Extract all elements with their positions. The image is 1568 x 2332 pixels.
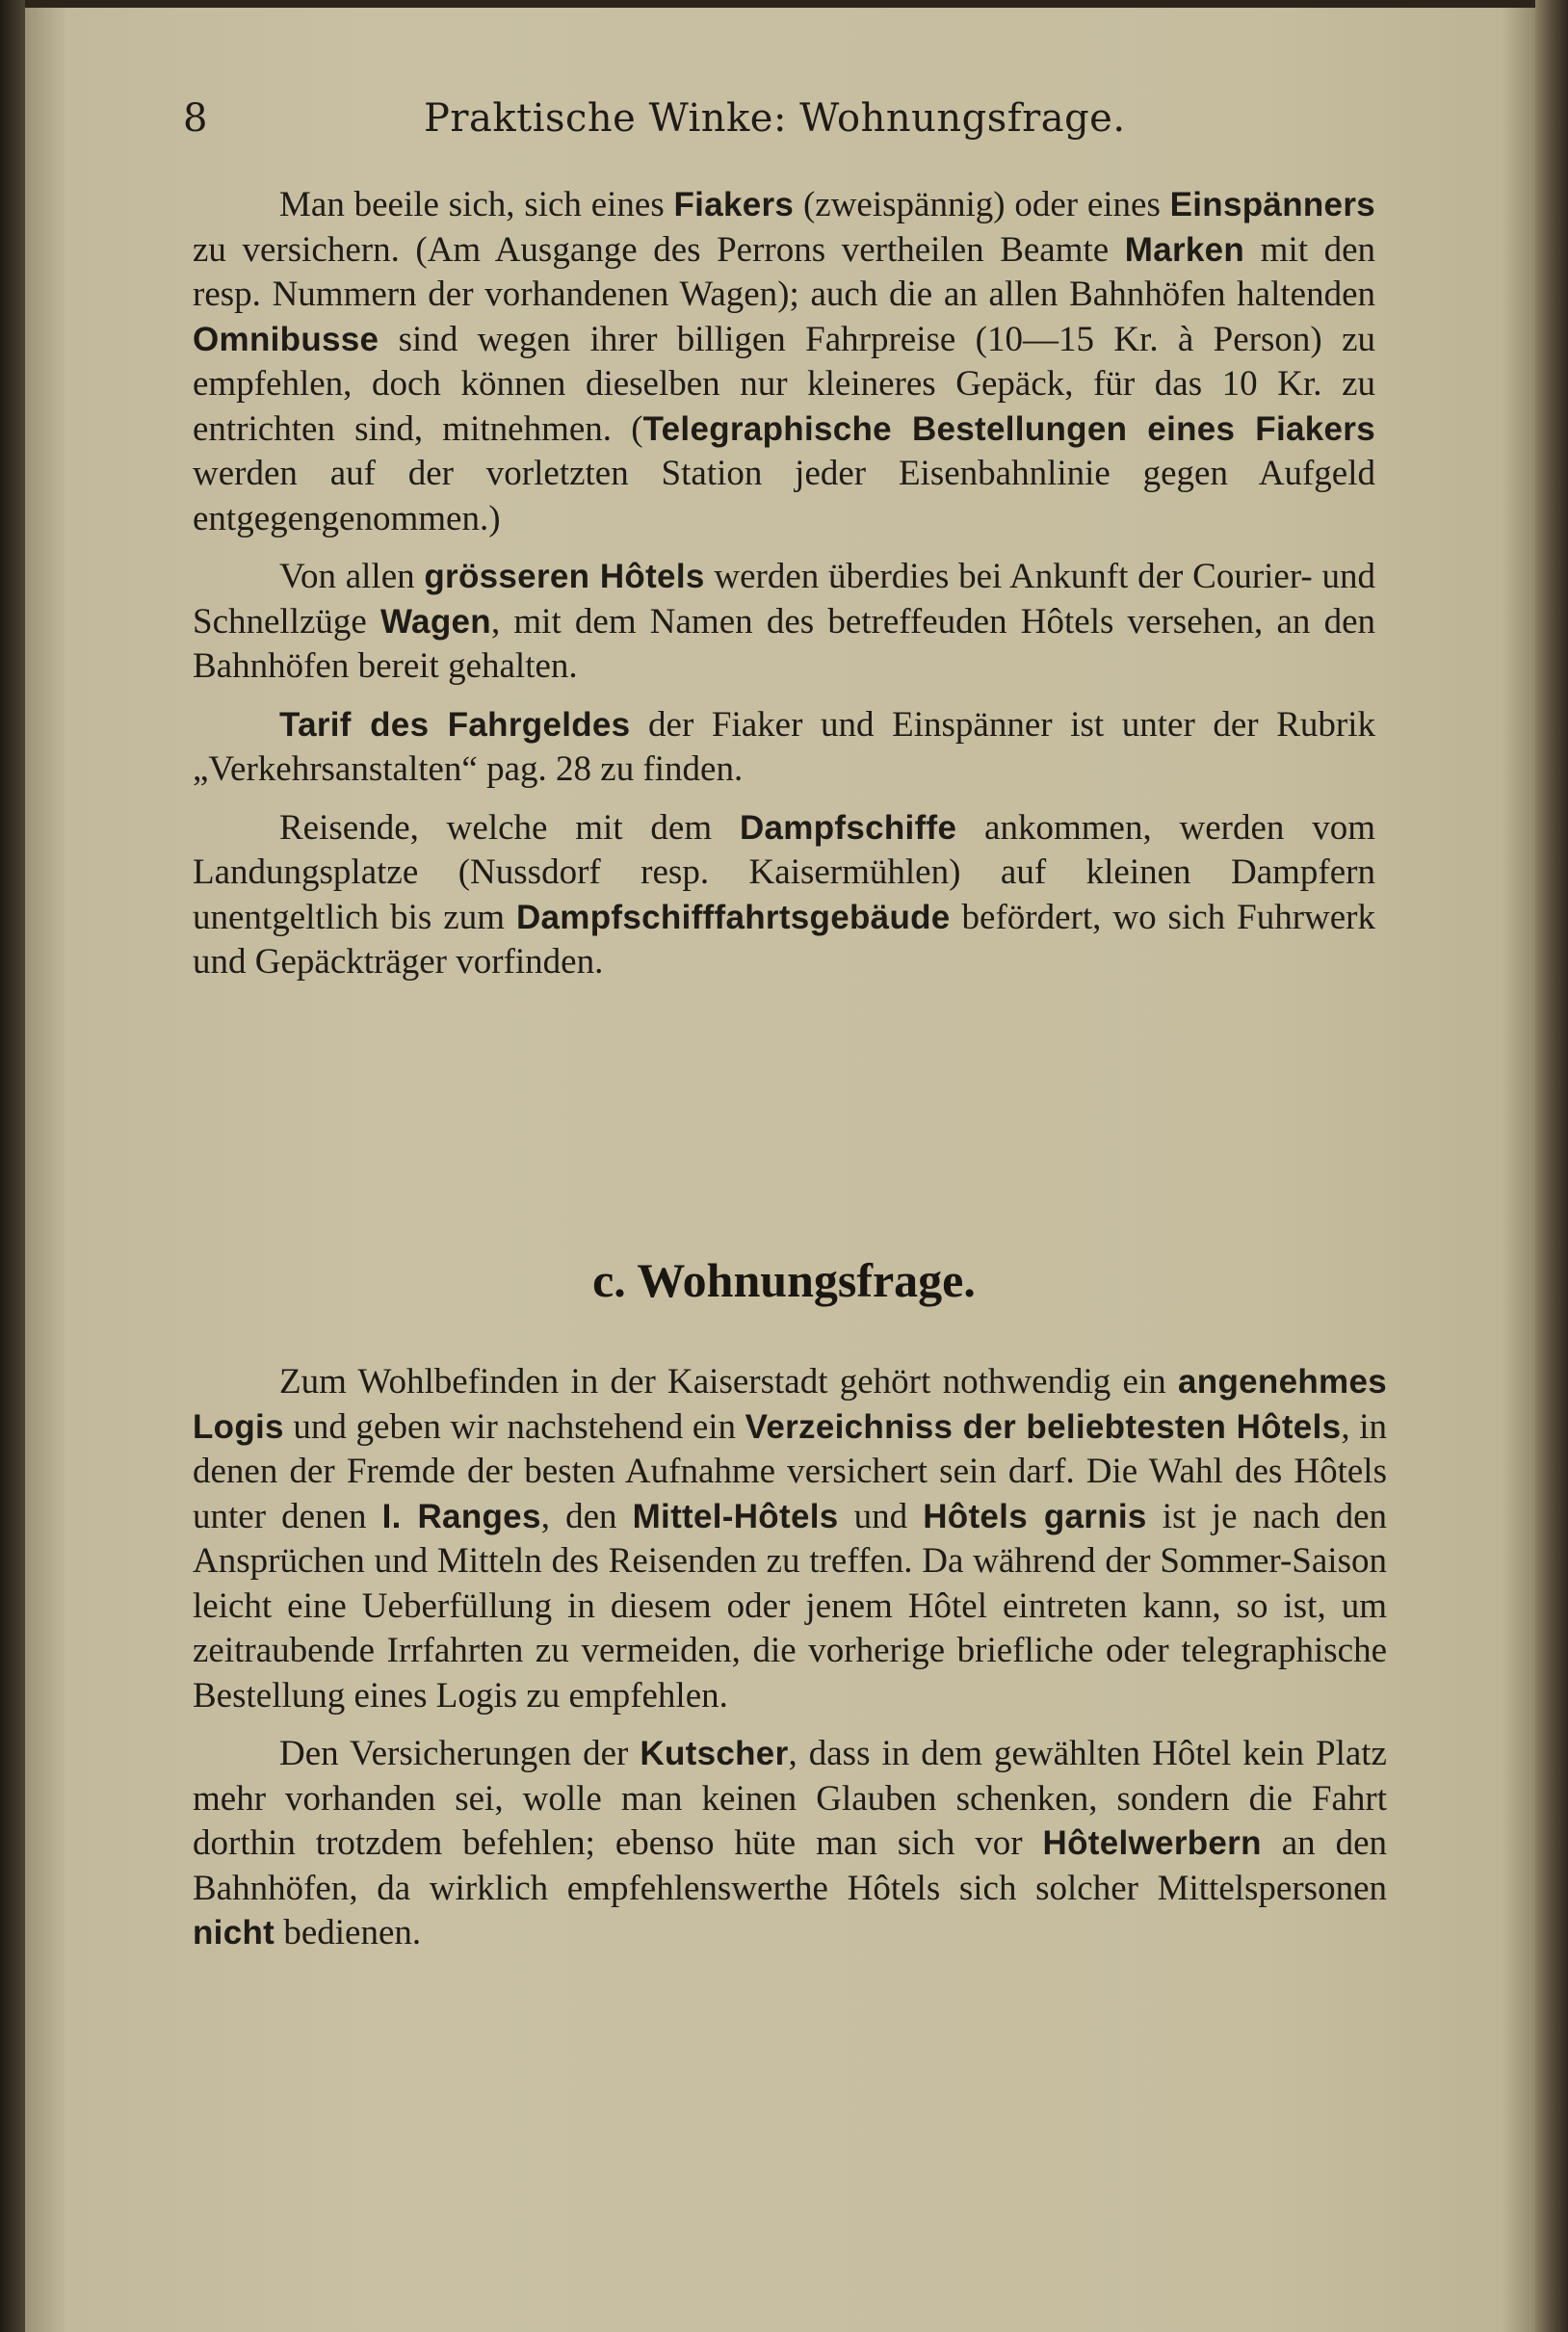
text-run: sind wegen ihrer billigen Fahrpreise (10—15 Kr. à Person) zu empfehlen, doch können dieselben nur kleineres Gepäck, für das 10 Kr. zu entrichten sind, mitnehmen. ( [193, 319, 1375, 449]
text-run: an den Bahnhöfen, da wirklich empfehlenswerthe Hôtels sich solcher Mittelspersonen [193, 1823, 1387, 1908]
section-heading-wohnungsfrage: c. Wohnungsfrage. [592, 1253, 976, 1307]
bold-term: Hôtelwerbern [1042, 1824, 1262, 1862]
paragraph-dampfschiffe [193, 806, 1375, 985]
page-header [183, 96, 1377, 154]
section-wohnungsfrage-text [193, 1360, 1387, 1970]
text-run: und geben wir nachstehend ein [283, 1406, 745, 1447]
bold-term: Fiakers [673, 186, 795, 223]
bold-term: grösseren Hôtels [424, 558, 705, 595]
text-run: und [838, 1496, 924, 1536]
text-run: Man beeile sich, sich eines [279, 185, 674, 224]
text-run: mit den resp. Nummern der vorhandenen Wagen); auch die an allen Bahnhöfen haltenden [193, 229, 1375, 314]
text-run: (zweispännig) oder eines [794, 185, 1170, 224]
bold-term: Marken [1124, 230, 1245, 269]
section-arrival-text [193, 183, 1375, 999]
page-edge-right [1535, 0, 1568, 2332]
text-run: Reisende, welche mit dem [279, 807, 740, 848]
bold-term: angenehmes Logis [193, 1363, 1387, 1446]
bold-term: Kutscher [640, 1735, 789, 1772]
text-run: Zum Wohlbefinden in der Kaiserstadt gehört nothwendig ein [279, 1362, 1179, 1402]
bold-term: Dampfschifffahrtsgebäude [515, 898, 951, 936]
text-run: Den Versicherungen der [279, 1734, 640, 1773]
text-run: befördert, wo sich Fuhrwerk und Gepäckträger vorfinden. [193, 897, 1375, 982]
text-run: werden auf der vorletzten Station jeder Eisenbahnlinie gegen Aufgeld entgegengenommen.) [193, 454, 1375, 538]
text-run: , mit dem Namen des betreffeuden Hôtels versehen, an den Bahnhöfen bereit gehalten. [193, 601, 1376, 686]
bold-term: Omnibusse [193, 320, 379, 358]
paragraph-hotels-wagen [193, 555, 1375, 690]
bold-term: nicht [193, 1914, 275, 1952]
text-run: , dass in dem gewählten Hôtel kein Platz mehr vorhanden sei, wolle man keinen Glauben schenken, sondern die Fahrt dorthin trotzdem befehlen; ebenso hüte man sich vor [193, 1734, 1387, 1863]
paragraph-tarif [193, 703, 1375, 793]
text-run: bedienen. [274, 1913, 422, 1952]
bold-term: Telegraphische Bestellungen eines Fiakers [642, 409, 1375, 448]
bold-term: Verzeichniss der beliebtesten Hôtels [745, 1407, 1342, 1446]
bold-term: Dampfschiffe [739, 808, 957, 847]
text-run: ankommen, werden vom Landungsplatze (Nussdorf resp. Kaisermühlen) auf kleinen Dampfern unentgeltlich bis zum [193, 807, 1376, 937]
paragraph-logis [193, 1360, 1387, 1718]
bold-term: I. Ranges [381, 1497, 541, 1535]
paragraph-kutscher [193, 1732, 1387, 1956]
paragraph-fiaker [193, 183, 1375, 541]
bold-term: Hôtels garnis [923, 1497, 1147, 1535]
text-run: , in denen der Fremde der besten Aufnahme versichert sein darf. Die Wahl des Hôtels unter denen [193, 1406, 1387, 1536]
text-run: ist je nach den Ansprüchen und Mitteln des Reisenden zu treffen. Da während der Sommer-Saison leicht eine Ueberfüllung in diesem oder jenem Hôtel eintreten kann, so ist, um zeitraubende Irrfahrten zu vermeiden, die vorherige briefliche oder telegraphische Bestellung eines Logis zu empfehlen. [193, 1496, 1388, 1716]
running-title: Praktische Winke: Wohnungsfrage. [424, 96, 1126, 141]
text-run: zu versichern. (Am Ausgange des Perrons vertheilen Beamte [193, 229, 1125, 270]
bold-term: Einspänners [1169, 186, 1376, 223]
text-run: , den [540, 1496, 633, 1536]
bold-term: Wagen [380, 602, 491, 641]
bold-term: Mittel-Hôtels [632, 1497, 839, 1535]
text-run: werden überdies bei Ankunft der Courier- und Schnellzüge [193, 557, 1376, 642]
book-spine-left [0, 0, 25, 2332]
bold-term: Tarif des Fahrgeldes [279, 705, 631, 744]
page-number: 8 [183, 96, 208, 141]
text-run: Von allen [279, 557, 425, 596]
text-run: der Fiaker und Einspänner ist unter der Rubrik „Verkehrsanstalten“ pag. 28 zu finden. [193, 704, 1376, 789]
